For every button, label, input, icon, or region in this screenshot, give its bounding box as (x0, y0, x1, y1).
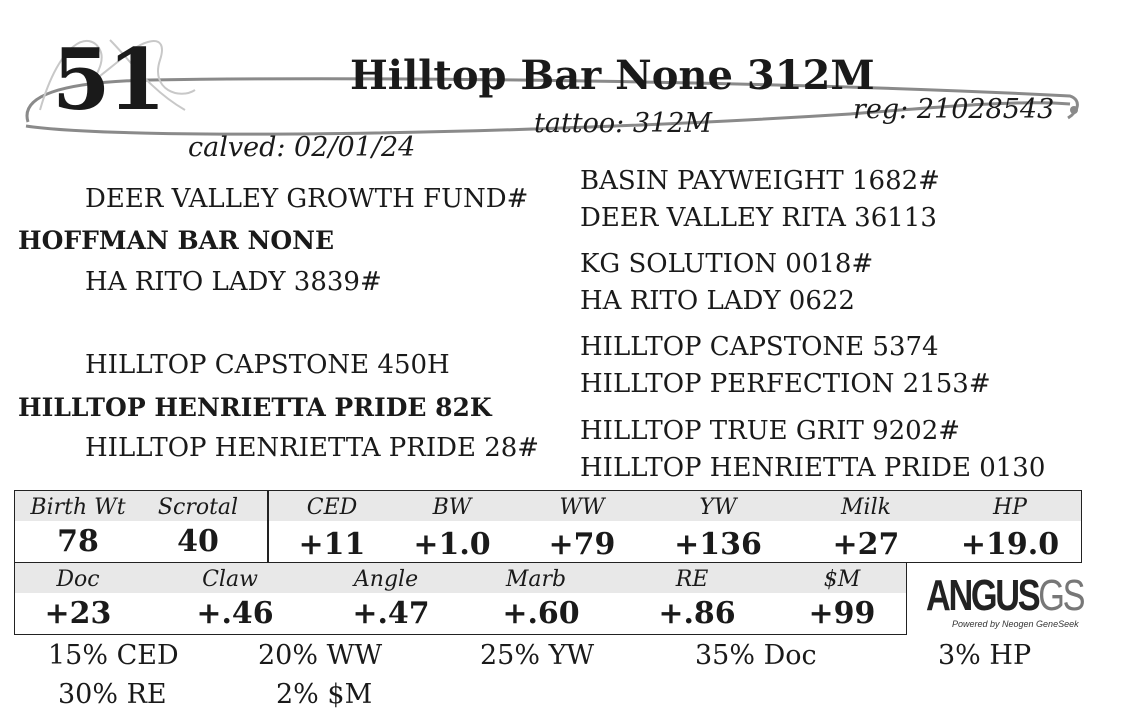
percentile-hp: 3% HP (938, 640, 1032, 671)
ced-label: CED (306, 495, 358, 520)
logo-tagline: Powered by Neogen GeneSeek (952, 619, 1079, 629)
ww-label: WW (559, 495, 605, 520)
milk-value: +27 (832, 527, 900, 562)
yw-value: +136 (674, 527, 762, 562)
percentile-ww: 20% WW (258, 640, 383, 671)
percentile-doc: 35% Doc (695, 640, 817, 671)
claw-label: Claw (202, 567, 258, 592)
dam: HILLTOP HENRIETTA PRIDE 82K (18, 393, 492, 422)
logo-wordmark (926, 571, 1084, 620)
scrotal-value: 40 (177, 524, 219, 559)
ggp-4: HA RITO LADY 0622 (580, 286, 855, 316)
calved-date: calved: 02/01/24 (188, 132, 416, 163)
ggp-2: DEER VALLEY RITA 36113 (580, 203, 937, 233)
registration-number: reg: 21028543 (853, 94, 1055, 125)
percentile-ced: 15% CED (48, 640, 179, 671)
ggp-8: HILLTOP HENRIETTA PRIDE 0130 (580, 453, 1046, 483)
re-label: RE (675, 567, 709, 592)
lot-number: 51 (52, 30, 163, 129)
hp-value: +19.0 (960, 527, 1060, 562)
sire: HOFFMAN BAR NONE (18, 226, 335, 255)
birth-weight-label: Birth Wt (30, 495, 126, 520)
logo-angus-text: ANGUS (926, 571, 1039, 620)
angle-label: Angle (353, 567, 419, 592)
percentile-yw: 25% YW (480, 640, 595, 671)
measurement-divider (267, 491, 269, 562)
bw-value: +1.0 (413, 527, 491, 562)
dollar-m-value: +99 (808, 596, 876, 631)
dollar-m-label: $M (823, 567, 861, 592)
logo-gs-text: GS (1038, 571, 1084, 620)
percentile-re: 30% RE (58, 679, 167, 710)
ced-value: +11 (298, 527, 366, 562)
epd-row2-header-band (15, 563, 906, 593)
percentile-dollar-m: 2% $M (276, 679, 373, 710)
ggp-3: KG SOLUTION 0018# (580, 249, 874, 279)
scrotal-label: Scrotal (157, 495, 239, 520)
ggp-1: BASIN PAYWEIGHT 1682# (580, 166, 940, 196)
marb-label: Marb (505, 567, 567, 592)
dam-sire: HILLTOP CAPSTONE 450H (85, 350, 450, 380)
epd-table-row1 (14, 490, 1082, 563)
tattoo: tattoo: 312M (534, 108, 713, 139)
bw-label: BW (432, 495, 472, 520)
ggp-5: HILLTOP CAPSTONE 5374 (580, 332, 939, 362)
animal-name: Hilltop Bar None 312M (350, 52, 875, 99)
birth-weight-value: 78 (57, 524, 99, 559)
epd-table-row2 (14, 562, 907, 635)
marb-value: +.60 (502, 596, 580, 631)
angus-gs-logo (926, 571, 1084, 634)
angle-value: +.47 (352, 596, 430, 631)
sire-dam: HA RITO LADY 3839# (85, 267, 382, 297)
dam-dam: HILLTOP HENRIETTA PRIDE 28# (85, 433, 540, 463)
ggp-7: HILLTOP TRUE GRIT 9202# (580, 416, 961, 446)
yw-label: YW (699, 495, 737, 520)
ww-value: +79 (548, 527, 616, 562)
sire-sire: DEER VALLEY GROWTH FUND# (85, 184, 529, 214)
ggp-6: HILLTOP PERFECTION 2153# (580, 369, 991, 399)
hp-label: HP (993, 495, 1027, 520)
doc-label: Doc (56, 567, 100, 592)
doc-value: +23 (44, 596, 112, 631)
re-value: +.86 (658, 596, 736, 631)
claw-value: +.46 (196, 596, 274, 631)
milk-label: Milk (841, 495, 891, 520)
